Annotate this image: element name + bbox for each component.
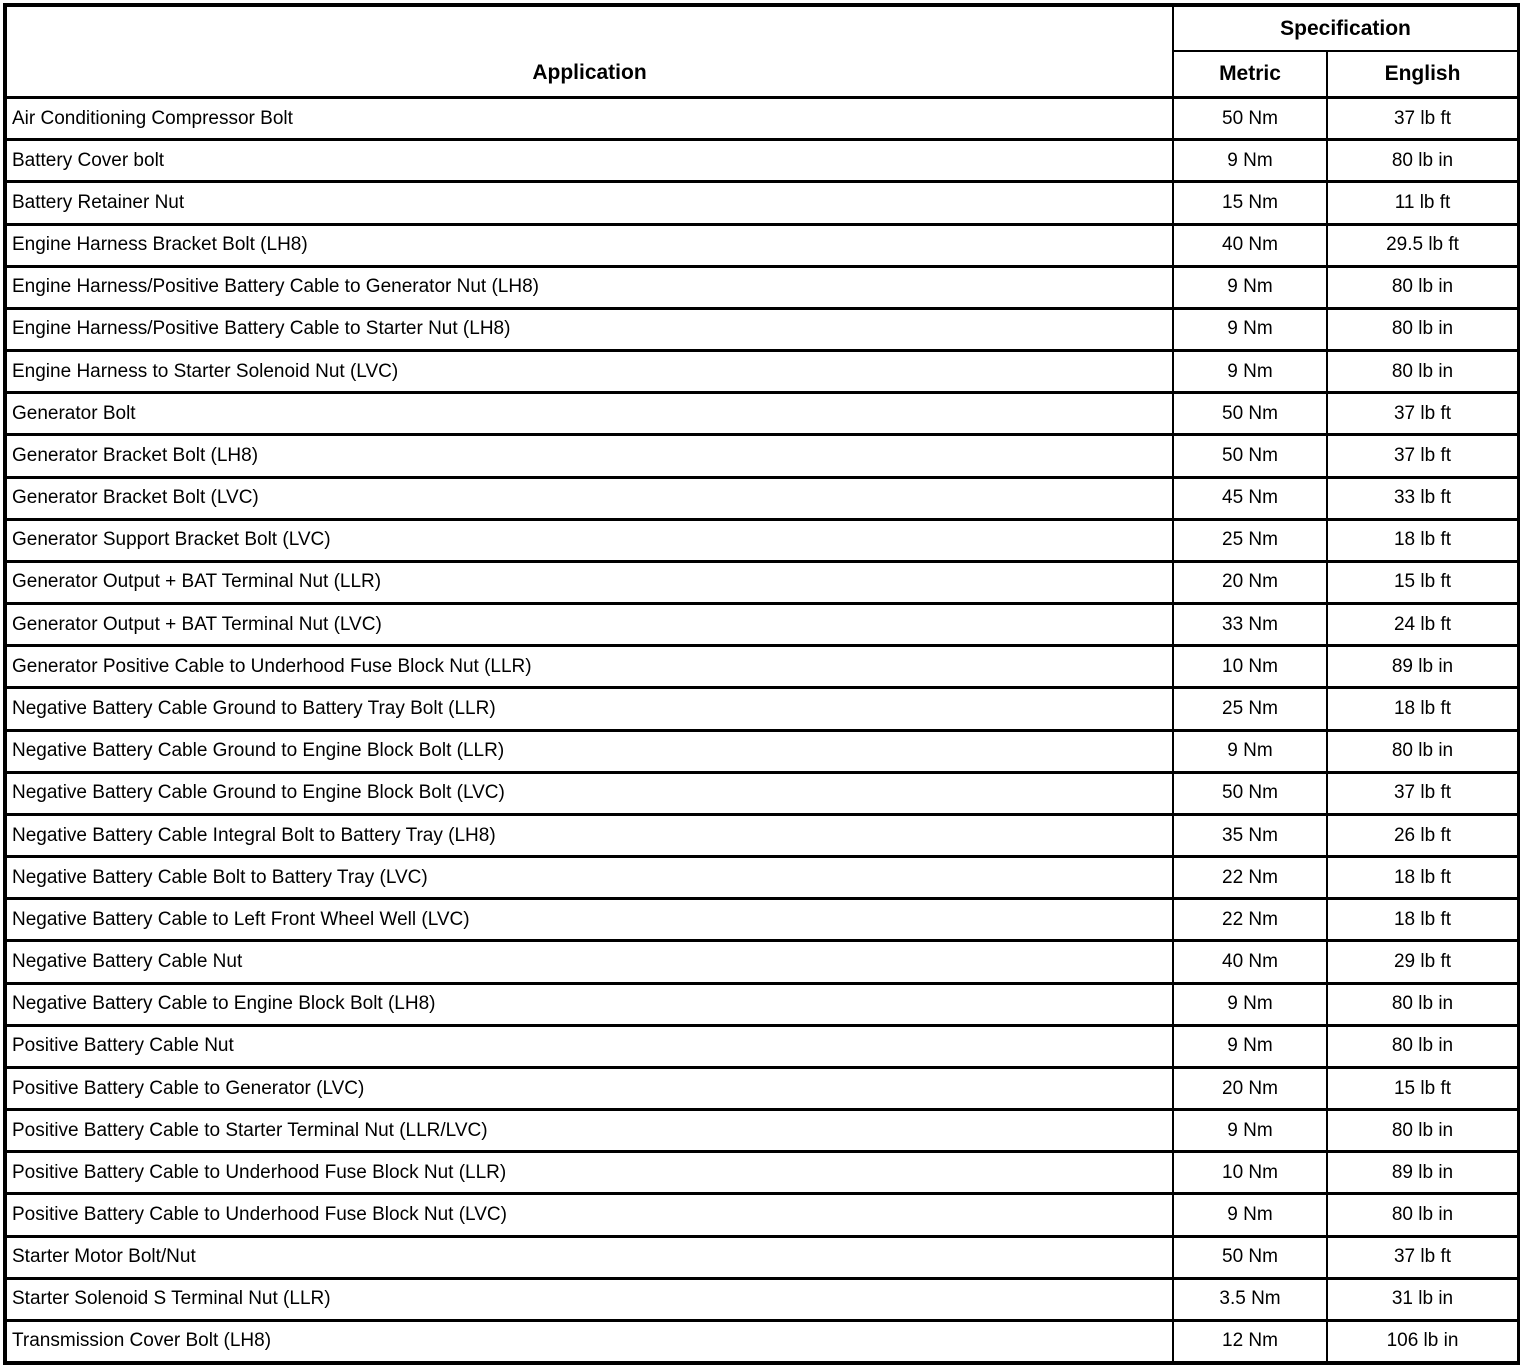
application-cell: Engine Harness/Positive Battery Cable to Starter Nut (LH8) xyxy=(5,308,1173,350)
application-cell: Negative Battery Cable Bolt to Battery Tray (LVC) xyxy=(5,857,1173,899)
english-value-cell: 37 lb ft xyxy=(1327,98,1519,140)
application-cell: Positive Battery Cable to Underhood Fuse Block Nut (LLR) xyxy=(5,1152,1173,1194)
metric-value-cell: 15 Nm xyxy=(1173,182,1327,224)
english-value-cell: 80 lb in xyxy=(1327,351,1519,393)
table-row xyxy=(5,730,1519,772)
english-value-cell: 31 lb in xyxy=(1327,1278,1519,1320)
application-cell: Generator Bracket Bolt (LVC) xyxy=(5,477,1173,519)
metric-value-cell: 20 Nm xyxy=(1173,561,1327,603)
table-row xyxy=(5,899,1519,941)
table-row xyxy=(5,1278,1519,1320)
table-row xyxy=(5,224,1519,266)
table-row xyxy=(5,646,1519,688)
english-value-cell: 15 lb ft xyxy=(1327,561,1519,603)
spec-table-body xyxy=(5,98,1519,1364)
english-value-cell: 89 lb in xyxy=(1327,1152,1519,1194)
english-value-cell: 106 lb in xyxy=(1327,1320,1519,1363)
metric-value-cell: 9 Nm xyxy=(1173,140,1327,182)
table-row xyxy=(5,604,1519,646)
english-value-cell: 24 lb ft xyxy=(1327,604,1519,646)
metric-value-cell: 9 Nm xyxy=(1173,1110,1327,1152)
table-row xyxy=(5,351,1519,393)
english-value-cell: 80 lb in xyxy=(1327,983,1519,1025)
english-value-cell: 37 lb ft xyxy=(1327,772,1519,814)
metric-value-cell: 9 Nm xyxy=(1173,1194,1327,1236)
table-row xyxy=(5,393,1519,435)
application-cell: Generator Bracket Bolt (LH8) xyxy=(5,435,1173,477)
application-cell: Engine Harness Bracket Bolt (LH8) xyxy=(5,224,1173,266)
table-row xyxy=(5,1152,1519,1194)
table-header xyxy=(5,5,1519,98)
metric-value-cell: 33 Nm xyxy=(1173,604,1327,646)
table-row xyxy=(5,477,1519,519)
application-cell: Negative Battery Cable Ground to Engine Block Bolt (LVC) xyxy=(5,772,1173,814)
metric-value-cell: 25 Nm xyxy=(1173,688,1327,730)
english-value-cell: 80 lb in xyxy=(1327,140,1519,182)
english-value-cell: 80 lb in xyxy=(1327,1194,1519,1236)
english-value-cell: 29.5 lb ft xyxy=(1327,224,1519,266)
application-cell: Air Conditioning Compressor Bolt xyxy=(5,98,1173,140)
application-cell: Battery Retainer Nut xyxy=(5,182,1173,224)
application-cell: Generator Positive Cable to Underhood Fuse Block Nut (LLR) xyxy=(5,646,1173,688)
table-row xyxy=(5,941,1519,983)
application-cell: Transmission Cover Bolt (LH8) xyxy=(5,1320,1173,1363)
table-row xyxy=(5,266,1519,308)
fastener-tightening-specifications-table xyxy=(3,3,1520,1365)
metric-value-cell: 25 Nm xyxy=(1173,519,1327,561)
application-cell: Generator Support Bracket Bolt (LVC) xyxy=(5,519,1173,561)
application-cell: Starter Solenoid S Terminal Nut (LLR) xyxy=(5,1278,1173,1320)
table-row xyxy=(5,1194,1519,1236)
english-value-cell: 80 lb in xyxy=(1327,730,1519,772)
metric-value-cell: 10 Nm xyxy=(1173,646,1327,688)
english-value-cell: 26 lb ft xyxy=(1327,814,1519,856)
metric-value-cell: 50 Nm xyxy=(1173,98,1327,140)
application-cell: Generator Output + BAT Terminal Nut (LVC) xyxy=(5,604,1173,646)
table-row xyxy=(5,1110,1519,1152)
application-cell: Generator Output + BAT Terminal Nut (LLR) xyxy=(5,561,1173,603)
metric-value-cell: 35 Nm xyxy=(1173,814,1327,856)
application-cell: Negative Battery Cable Integral Bolt to Battery Tray (LH8) xyxy=(5,814,1173,856)
application-cell: Battery Cover bolt xyxy=(5,140,1173,182)
application-column-header: Application xyxy=(5,5,1173,98)
application-cell: Starter Motor Bolt/Nut xyxy=(5,1236,1173,1278)
table-row xyxy=(5,772,1519,814)
english-column-header: English xyxy=(1327,51,1519,98)
metric-value-cell: 3.5 Nm xyxy=(1173,1278,1327,1320)
metric-value-cell: 45 Nm xyxy=(1173,477,1327,519)
header-row-specification xyxy=(5,5,1519,51)
english-value-cell: 80 lb in xyxy=(1327,308,1519,350)
table-row xyxy=(5,857,1519,899)
application-cell: Negative Battery Cable to Left Front Wheel Well (LVC) xyxy=(5,899,1173,941)
application-cell: Positive Battery Cable to Generator (LVC) xyxy=(5,1067,1173,1109)
metric-value-cell: 12 Nm xyxy=(1173,1320,1327,1363)
table-row xyxy=(5,1320,1519,1363)
metric-value-cell: 9 Nm xyxy=(1173,983,1327,1025)
table-row xyxy=(5,308,1519,350)
english-value-cell: 37 lb ft xyxy=(1327,1236,1519,1278)
table-row xyxy=(5,1025,1519,1067)
english-value-cell: 80 lb in xyxy=(1327,1025,1519,1067)
table-row xyxy=(5,98,1519,140)
metric-value-cell: 20 Nm xyxy=(1173,1067,1327,1109)
table-row xyxy=(5,182,1519,224)
english-value-cell: 18 lb ft xyxy=(1327,899,1519,941)
english-value-cell: 37 lb ft xyxy=(1327,393,1519,435)
application-cell: Engine Harness to Starter Solenoid Nut (LVC) xyxy=(5,351,1173,393)
metric-value-cell: 9 Nm xyxy=(1173,351,1327,393)
application-cell: Generator Bolt xyxy=(5,393,1173,435)
english-value-cell: 18 lb ft xyxy=(1327,519,1519,561)
metric-value-cell: 50 Nm xyxy=(1173,772,1327,814)
english-value-cell: 18 lb ft xyxy=(1327,857,1519,899)
table-row xyxy=(5,1067,1519,1109)
application-cell: Positive Battery Cable Nut xyxy=(5,1025,1173,1067)
table-row xyxy=(5,1236,1519,1278)
metric-value-cell: 50 Nm xyxy=(1173,435,1327,477)
metric-value-cell: 9 Nm xyxy=(1173,266,1327,308)
english-value-cell: 33 lb ft xyxy=(1327,477,1519,519)
application-cell: Negative Battery Cable to Engine Block Bolt (LH8) xyxy=(5,983,1173,1025)
table-row xyxy=(5,140,1519,182)
english-value-cell: 11 lb ft xyxy=(1327,182,1519,224)
application-cell: Negative Battery Cable Ground to Battery Tray Bolt (LLR) xyxy=(5,688,1173,730)
metric-value-cell: 22 Nm xyxy=(1173,857,1327,899)
table-row xyxy=(5,983,1519,1025)
metric-value-cell: 50 Nm xyxy=(1173,393,1327,435)
english-value-cell: 15 lb ft xyxy=(1327,1067,1519,1109)
specification-column-group-header: Specification xyxy=(1173,5,1519,51)
table-row xyxy=(5,519,1519,561)
table-row xyxy=(5,814,1519,856)
english-value-cell: 18 lb ft xyxy=(1327,688,1519,730)
metric-value-cell: 9 Nm xyxy=(1173,730,1327,772)
metric-value-cell: 10 Nm xyxy=(1173,1152,1327,1194)
application-cell: Negative Battery Cable Nut xyxy=(5,941,1173,983)
english-value-cell: 29 lb ft xyxy=(1327,941,1519,983)
metric-value-cell: 22 Nm xyxy=(1173,899,1327,941)
table-row xyxy=(5,561,1519,603)
metric-value-cell: 9 Nm xyxy=(1173,1025,1327,1067)
table-row xyxy=(5,435,1519,477)
english-value-cell: 80 lb in xyxy=(1327,266,1519,308)
table-row xyxy=(5,688,1519,730)
application-cell: Positive Battery Cable to Starter Terminal Nut (LLR/LVC) xyxy=(5,1110,1173,1152)
metric-column-header: Metric xyxy=(1173,51,1327,98)
metric-value-cell: 40 Nm xyxy=(1173,941,1327,983)
metric-value-cell: 9 Nm xyxy=(1173,308,1327,350)
english-value-cell: 89 lb in xyxy=(1327,646,1519,688)
metric-value-cell: 50 Nm xyxy=(1173,1236,1327,1278)
application-cell: Engine Harness/Positive Battery Cable to Generator Nut (LH8) xyxy=(5,266,1173,308)
application-cell: Negative Battery Cable Ground to Engine Block Bolt (LLR) xyxy=(5,730,1173,772)
english-value-cell: 80 lb in xyxy=(1327,1110,1519,1152)
application-cell: Positive Battery Cable to Underhood Fuse Block Nut (LVC) xyxy=(5,1194,1173,1236)
metric-value-cell: 40 Nm xyxy=(1173,224,1327,266)
english-value-cell: 37 lb ft xyxy=(1327,435,1519,477)
